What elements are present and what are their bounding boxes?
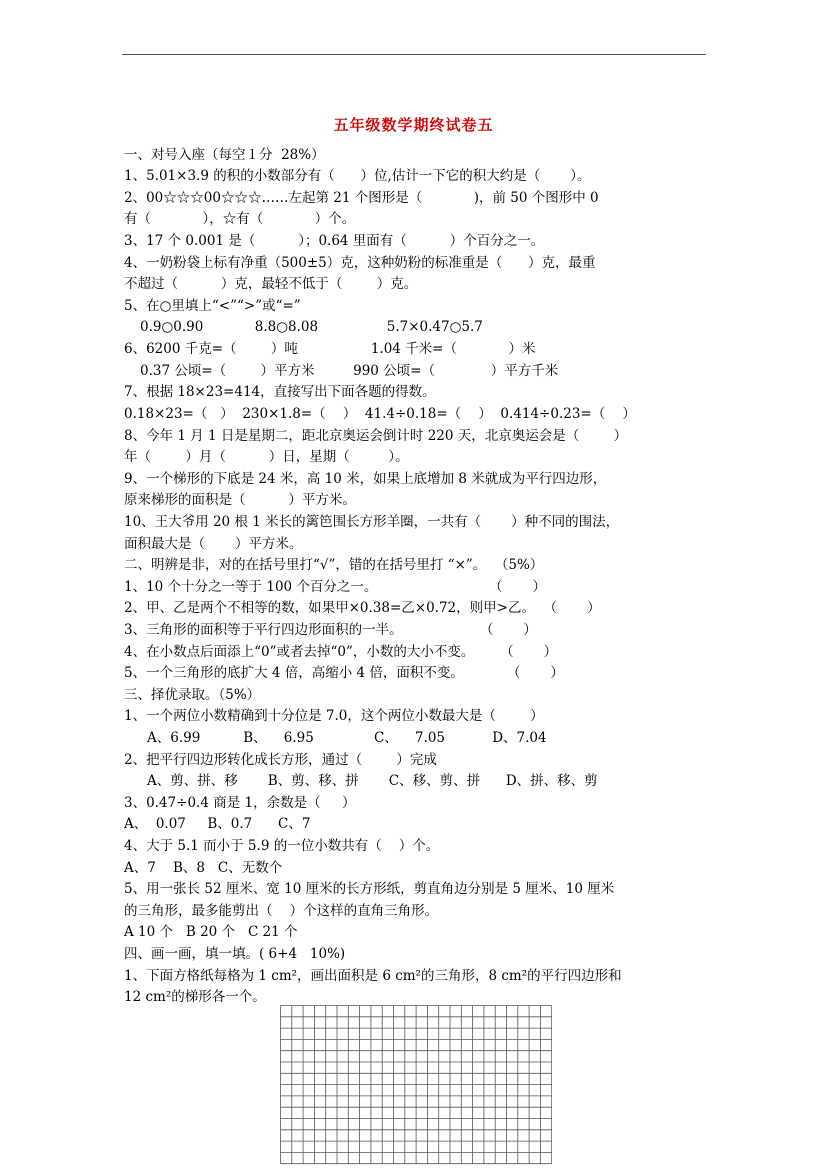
exam-line: 0.18×23=（ ） 230×1.8=（ ） 41.4÷0.18=（ ） 0.414÷0.23=（ ） — [124, 406, 636, 422]
exam-line: 面积最大是（ ）平方米。 — [124, 536, 303, 552]
exam-line: 5、用一张长 52 厘米、宽 10 厘米的长方形纸，剪直角边分别是 5 厘米、10 厘米 — [124, 881, 615, 897]
exam-line: 5、在○里填上“<”“>”或“=” — [124, 298, 301, 314]
exam-line: 8、今年 1 月 1 日是星期二，距北京奥运会倒计时 220 天，北京奥运会是（ ） — [124, 428, 628, 444]
exam-line: 三、择优录取。（5%） — [124, 687, 261, 703]
exam-line: A、剪、拼、移 B、剪、移、拼 C、移、剪、拼 D、拼、移、剪 — [147, 773, 598, 789]
graph-paper-grid — [280, 1005, 552, 1165]
exam-line: 二、明辨是非，对的在括号里打“√”，错的在括号里打 “×”。 （5%） — [124, 557, 544, 573]
top-divider-line — [122, 54, 706, 55]
exam-line: 7、根据 18×23=414，直接写出下面各题的得数。 — [124, 384, 436, 400]
exam-line: 4、大于 5.1 而小于 5.9 的一位小数共有（ ）个。 — [124, 838, 440, 854]
exam-line: 0.37 公顷=（ ）平方米 990 公顷=（ ）平方千米 — [140, 363, 559, 379]
exam-line: 6、6200 千克=（ ）吨 1.04 千米=（ ）米 — [124, 341, 536, 357]
exam-line: 1、下面方格纸每格为 1 cm²，画出面积是 6 cm²的三角形，8 cm²的平行四边形和 — [124, 968, 622, 984]
exam-line: 9、一个梯形的下底是 24 米，高 10 米，如果上底增加 8 米就成为平行四边形， — [124, 471, 607, 487]
exam-line: 1、10 个十分之一等于 100 个百分之一。 （ ） — [124, 579, 547, 595]
exam-line: 2、甲、乙是两个不相等的数，如果甲×0.38=乙×0.72，则甲>乙。 （ ） — [124, 600, 601, 616]
exam-line: 4、一奶粉袋上标有净重（500±5）克，这种奶粉的标准重是（ ）克，最重 — [124, 255, 596, 271]
page-title: 五年级数学期终试卷五 — [333, 116, 494, 134]
exam-line: 四、画一画，填一填。( 6+4 10%) — [124, 946, 346, 962]
exam-line: 有（ ），☆有（ ）个。 — [124, 211, 356, 227]
exam-line: A、7 B、8 C、无数个 — [124, 860, 283, 876]
exam-line: A、 0.07 B、0.7 C、7 — [124, 816, 311, 832]
exam-line: 一、对号入座（每空１分 28%） — [124, 147, 325, 163]
exam-line: 12 cm²的梯形各一个。 — [124, 989, 266, 1005]
exam-line: A 10 个 B 20 个 C 21 个 — [124, 924, 298, 940]
exam-line: 3、0.47÷0.4 商是 1，余数是（ ） — [124, 795, 356, 811]
exam-line: 的三角形，最多能剪出（ ）个这样的直角三角形。 — [124, 903, 439, 919]
exam-line: 2、把平行四边形转化成长方形，通过（ ）完成 — [124, 752, 437, 768]
exam-line: 2、00☆☆☆00☆☆☆……左起第 21 个图形是（ )，前 50 个图形中 0 — [124, 190, 599, 206]
exam-line: 年（ ）月（ ）日，星期（ ）。 — [124, 449, 409, 465]
exam-line: A、6.99 B、 6.95 C、 7.05 D、7.04 — [147, 730, 547, 746]
exam-line: 4、在小数点后面添上“0”或者去掉“0”，小数的大小不变。 （ ） — [124, 644, 558, 660]
exam-line: 不超过（ ）克，最轻不低于（ ）克。 — [124, 276, 418, 292]
exam-line: 原来梯形的面积是（ ）平方米。 — [124, 492, 356, 508]
exam-line: 3、三角形的面积等于平行四边形面积的一半。 （ ） — [124, 622, 537, 638]
exam-line: 1、5.01×3.9 的积的小数部分有（ ）位,估计一下它的积大约是（ ）。 — [124, 168, 591, 184]
exam-line: 1、一个两位小数精确到十分位是 7.0，这个两位小数最大是（ ） — [124, 708, 544, 724]
exam-line: 10、王大爷用 20 根 1 米长的篱笆围长方形羊圈，一共有（ ）种不同的围法， — [124, 514, 620, 530]
exam-line: 3、17 个 0.001 是（ ）；0.64 里面有（ ）个百分之一。 — [124, 233, 545, 249]
exam-line: 0.9○0.90 8.8○8.08 5.7×0.47○5.7 — [140, 319, 483, 335]
exam-line: 5、一个三角形的底扩大 4 倍，高缩小 4 倍，面积不变。 （ ） — [124, 665, 564, 681]
